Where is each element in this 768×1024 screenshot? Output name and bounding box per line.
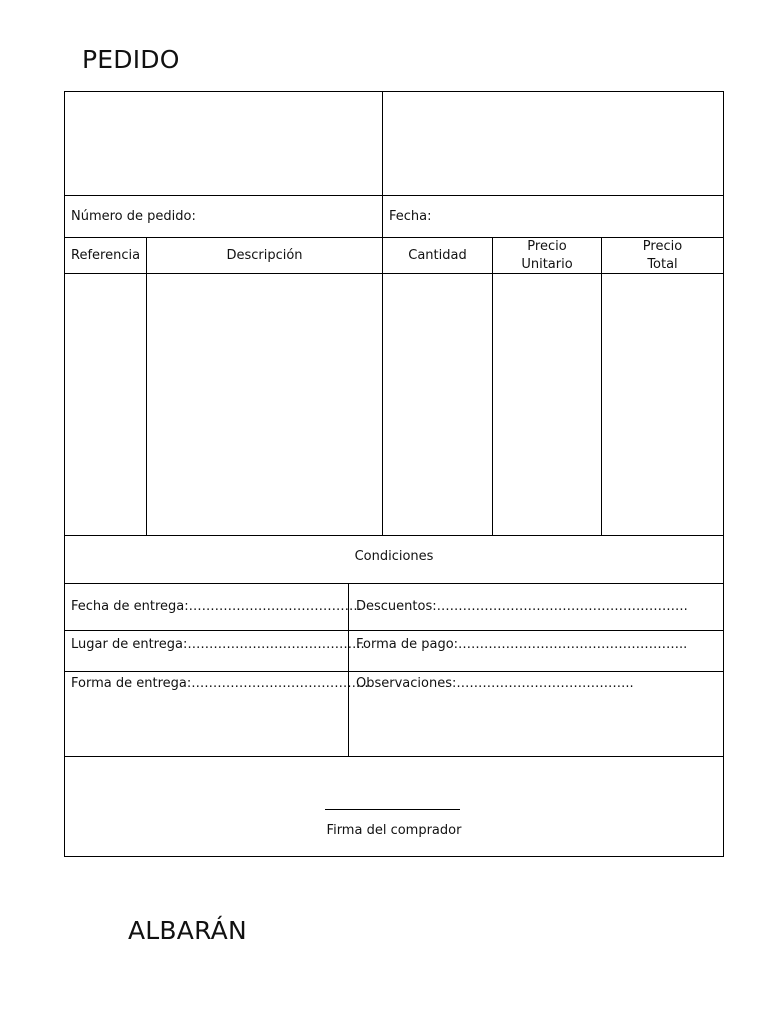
- order-form: [64, 91, 724, 857]
- signature-line: [325, 809, 460, 810]
- header-precio-unitario-line1: Precio: [527, 239, 567, 254]
- divider: [492, 238, 493, 536]
- divider: [382, 238, 383, 536]
- divider: [65, 671, 723, 672]
- divider: [146, 238, 147, 536]
- observations-field: Observaciones:…………………………………..: [356, 676, 634, 691]
- header-referencia: Referencia: [71, 248, 141, 263]
- delivery-date-field: Fecha de entrega:………………………………….: [71, 599, 362, 614]
- divider: [65, 630, 723, 631]
- header-descripcion: Descripción: [226, 248, 303, 263]
- delivery-place-field: Lugar de entrega:…………………………………..: [71, 637, 365, 652]
- divider: [65, 535, 723, 536]
- order-number-label: Número de pedido:: [71, 209, 196, 224]
- divider: [65, 756, 723, 757]
- signature-label: Firma del comprador: [326, 823, 462, 838]
- divider: [65, 583, 723, 584]
- divider: [65, 237, 723, 238]
- header-precio-total-line2: Total: [647, 257, 678, 272]
- page-title-albaran: ALBARÁN: [128, 916, 247, 945]
- order-date-label: Fecha:: [389, 209, 432, 224]
- divider: [65, 273, 723, 274]
- header-cantidad: Cantidad: [408, 248, 467, 263]
- discounts-field: Descuentos:………………………………………………….: [356, 599, 688, 614]
- conditions-title: Condiciones: [354, 549, 434, 564]
- divider: [601, 238, 602, 536]
- delivery-method-field: Forma de entrega:…………………………………..: [71, 676, 369, 691]
- page-title-pedido: PEDIDO: [82, 45, 180, 74]
- divider: [65, 195, 723, 196]
- header-precio-unitario-line2: Unitario: [521, 257, 573, 272]
- payment-method-field: Forma de pago:……………………………………………..: [356, 637, 688, 652]
- header-precio-total-line1: Precio: [642, 239, 683, 254]
